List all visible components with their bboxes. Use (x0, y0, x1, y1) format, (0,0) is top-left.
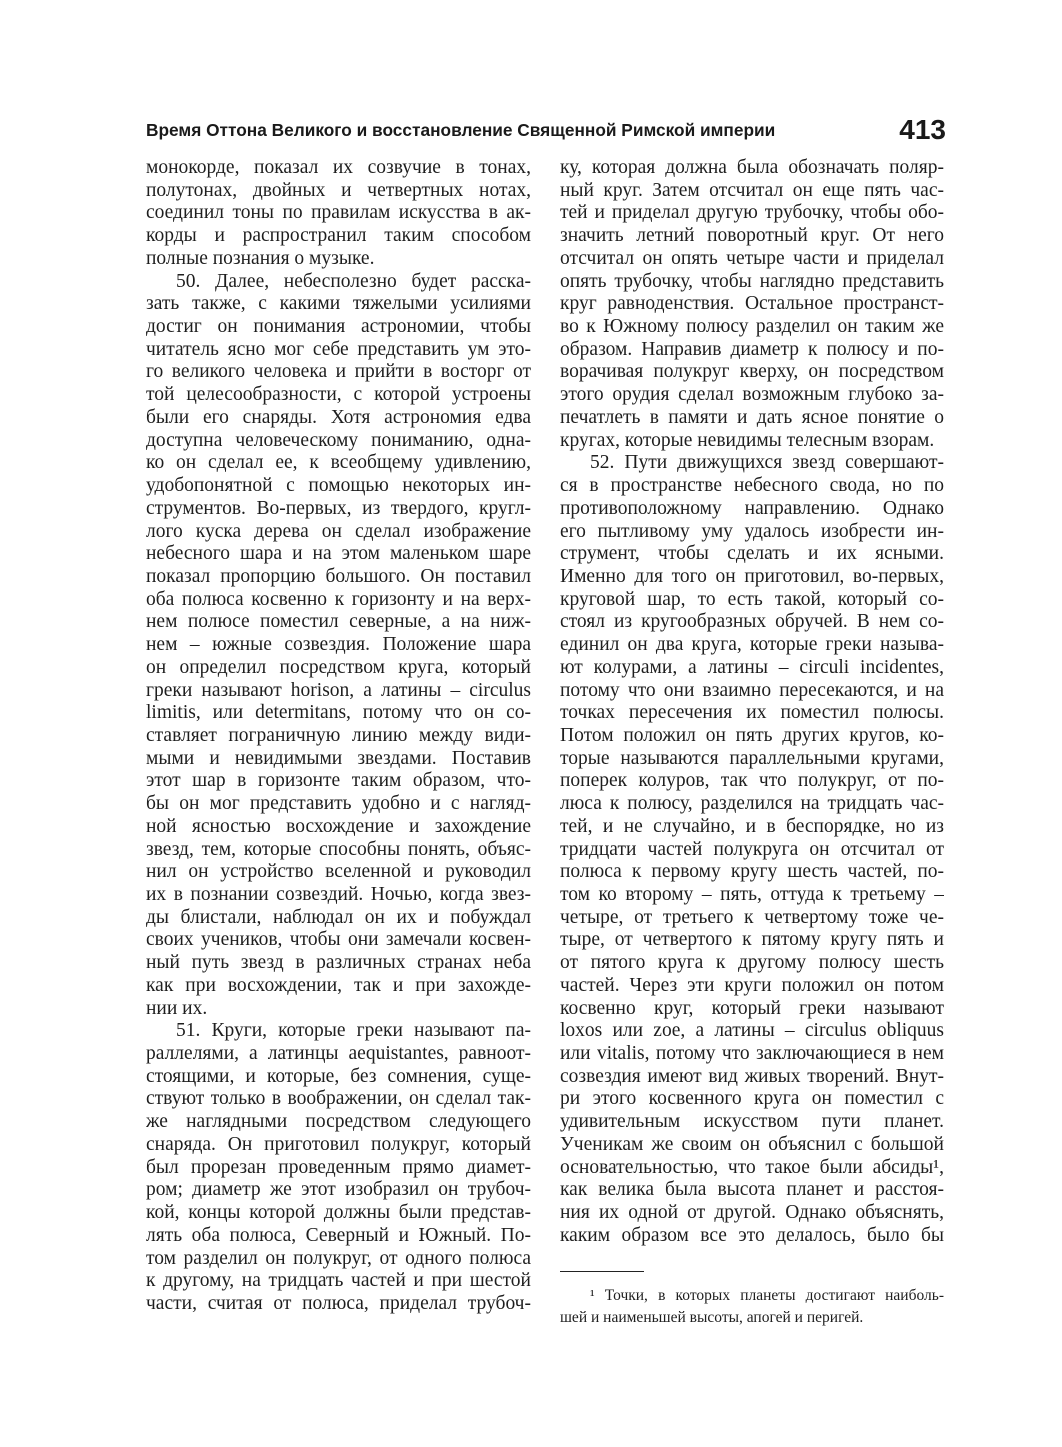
text-line: круговой шар, то есть такой, который со- (560, 588, 944, 610)
text-line: нии их. (146, 997, 208, 1019)
text-line: полутонах, двойных и четвертных нотах, (146, 179, 531, 201)
text-line: тыре, от четвертого к пятому кругу пять и (560, 929, 944, 951)
text-line: этот шар в горизонте таким образом, что- (146, 770, 531, 792)
text-line: полюса к первому кругу шесть частей, по- (560, 861, 944, 883)
text-line: ют колурами, а латины – circuli incidentes, (560, 656, 944, 678)
text-line: удивительным искусством пути планет. (560, 1111, 944, 1133)
text-line: как при восхождении, так и при захожде- (146, 974, 531, 996)
text-line: во к Южному полюсу разделил он таким же (560, 316, 944, 338)
text-line: кой, концы которой должны были представ- (146, 1202, 531, 1224)
right-text-column (560, 157, 944, 1248)
text-line: нил он устройство вселенной и руководил (146, 861, 531, 883)
text-line: бы он мог представить удобно и с нагляд- (146, 793, 531, 815)
text-line: тридцати частей полукруга он отсчитал от (560, 838, 944, 860)
text-line: стоящими, и которые, без сомнения, суще- (146, 1065, 531, 1087)
text-line: монокорде, показал их созвучие в тонах, (146, 157, 531, 178)
text-line: косвенно круг, который греки называют (560, 997, 944, 1019)
paragraph-52-start: 52. Пути движущихся звезд совершают- (590, 452, 944, 474)
text-line: ствуют только в воображении, он сделал так- (146, 1088, 531, 1110)
text-line: limitis, или determitans, потому что он со- (146, 702, 531, 724)
text-line: отсчитал он опять четыре части и приделал (560, 247, 944, 269)
text-line: единил он два круга, которые греки называ- (560, 634, 944, 656)
text-line: тей и приделал другую трубочку, чтобы обо- (560, 202, 944, 224)
footnote-line: ¹ Точки, в которых планеты достигают наиболь- (590, 1287, 944, 1304)
text-line: раллелями, а латинцы aequistantes, равноот- (146, 1043, 531, 1065)
text-line: ку, которая должна была обозначать поляр- (560, 157, 944, 178)
text-line: круг равноденствия. Остальное пространст- (560, 293, 944, 315)
paragraph-50-start: 50. Далее, небесполезно будет расска- (176, 270, 531, 292)
text-line: той целесообразности, с которой устроены (146, 384, 531, 406)
text-line: Потом положил он пять других кругов, ко- (560, 724, 944, 746)
text-line: ный круг. Затем отсчитал он еще пять час- (560, 179, 944, 201)
text-line: каким образом все это делалось, было бы (560, 1224, 944, 1246)
text-line: го великого человека и прийти в восторг от (146, 361, 531, 383)
text-line: полные познания о музыке. (146, 247, 375, 269)
text-line: корды и распространил таким способом (146, 225, 531, 247)
text-line: созвездия имеют вид живых творений. Внут- (560, 1065, 944, 1087)
text-line: был прорезан проведенным прямо диамет- (146, 1156, 531, 1178)
text-line: противоположному направлению. Однако (560, 497, 944, 519)
text-line: тей, и не случайно, и в беспорядке, но из (560, 815, 944, 837)
footnote (560, 1285, 944, 1329)
text-line: достиг он понимания астрономии, чтобы (146, 316, 531, 338)
footnote-line: шей и наименьшей высоты, апогей и перигей. (560, 1309, 864, 1326)
text-line: нем полюсе поместил северные, а на ниж- (146, 611, 531, 633)
text-line: печатлеть в памяти и дать ясное понятие о (560, 406, 944, 428)
text-line: стоял из кругообразных обручей. В нем со- (560, 611, 944, 633)
text-line: снаряда. Он приготовил полукруг, который (146, 1133, 531, 1155)
text-line: Ученикам же своим он объяснил с большой (560, 1133, 944, 1155)
text-line: этого орудия сделал возможным глубоко за- (560, 384, 944, 406)
text-line: люса к полюсу, разделился на тридцать час- (560, 793, 944, 815)
text-line: ный путь звезд в различных странах неба (146, 952, 531, 974)
text-line: Именно для того он приготовил, во-первых, (560, 565, 944, 587)
text-line: ся в пространстве небесного свода, но по (560, 475, 944, 497)
text-line: он определил посредством круга, который (146, 656, 531, 678)
text-line: струментов. Во-первых, из твердого, кругл- (146, 497, 531, 519)
text-line: читатель ясно мог себе представить ум это- (146, 338, 531, 360)
text-line: точках пересечения их поместил полюсы. (560, 702, 944, 724)
text-line: от пятого круга к другому полюсу шесть (560, 952, 944, 974)
text-line: к другому, на тридцать частей и при шестой (146, 1270, 531, 1292)
text-line: зать также, с какими тяжелыми усилиями (146, 293, 531, 315)
paragraph-51-start: 51. Круги, которые греки называют па- (176, 1020, 531, 1042)
text-line: мыми и невидимыми звездами. Поставив (146, 747, 531, 769)
text-line: loxos или zoe, а латины – circulus obliquus (560, 1020, 944, 1042)
text-line: том ко второму – пять, оттуда к третьему – (560, 884, 944, 905)
text-line: поперек колуров, так что полукруг, от по- (560, 770, 944, 792)
text-line: соединил тоны по правилам искусства в ак- (146, 202, 531, 224)
text-line: были его снаряды. Хотя астрономия едва (146, 406, 531, 428)
text-line: небесного шара и на этом маленьком шаре (146, 543, 531, 565)
text-line: лого куска дерева он сделал изображение (146, 520, 531, 542)
text-line: ри этого косвенного круга он поместил с (560, 1088, 944, 1110)
text-line: или vitalis, потому что заключающиеся в нем (560, 1043, 944, 1065)
text-line: значить летний поворотный круг. От него (560, 225, 944, 247)
text-line: удобопонятной с помощью некоторых ин- (146, 475, 531, 497)
text-line: нем – южные созвездия. Положение шара (146, 634, 531, 656)
text-line: звезд, тем, которые способны понять, объяс- (146, 838, 531, 860)
text-line: образом. Направив диаметр к полюсу и по- (560, 338, 944, 360)
running-header (146, 116, 946, 148)
text-line: как велика была высота планет и расстоя- (560, 1179, 944, 1201)
footnote-separator (560, 1271, 644, 1272)
text-line: своих учеников, чтобы они замечали косвен- (146, 929, 531, 951)
text-line: части, считая от полюса, приделал трубоч- (146, 1292, 531, 1314)
text-line: том разделил он полукруг, от одного полюса (146, 1247, 531, 1269)
text-line: ной ясностью восхождение и захождение (146, 815, 531, 837)
text-line: лять оба полюса, Северный и Южный. По- (146, 1224, 531, 1246)
text-line: его пытливому уму удалось изобрести ин- (560, 520, 944, 542)
text-line: струмент, чтобы сделать и их ясными. (560, 543, 944, 565)
text-line: частей. Через эти круги положил он потом (560, 974, 944, 996)
text-line: ко он сделал ее, к всеобщему удивлению, (146, 452, 531, 474)
text-line: показал пропорцию большого. Он поставил (146, 565, 531, 587)
text-line: доступна человеческому пониманию, одна- (146, 429, 531, 451)
text-line: же наглядными посредством следующего (146, 1111, 531, 1133)
text-line: опять трубочку, чтобы наглядно представить (560, 270, 944, 292)
text-line: ставляет пограничную линию между види- (146, 724, 531, 746)
text-line: ды блистали, наблюдал он их и побуждал (146, 906, 531, 928)
text-line: кругах, которые невидимы телесным взорам. (560, 429, 935, 451)
left-text-column (146, 157, 531, 1316)
text-line: ния их одной от другой. Однако объяснять, (560, 1202, 944, 1224)
text-line: оба полюса косвенно к горизонту и на верх- (146, 588, 531, 610)
text-line: четыре, от третьего к четвертому тоже че- (560, 906, 944, 928)
running-title: Время Оттона Великого и восстановление Священной Римской империи (146, 120, 776, 140)
text-line: потому что они взаимно пересекаются, и на (560, 679, 944, 701)
text-line: основательностью, что такое были абсиды¹, (560, 1156, 944, 1178)
text-line: торые называются параллельными кругами, (560, 747, 944, 769)
text-line: их в познании созвездий. Ночью, когда звез- (146, 884, 531, 905)
text-line: ворачивая полукруг кверху, он посредством (560, 361, 944, 383)
text-line: греки называют horison, а латины – circulus (146, 679, 531, 701)
text-line: ром; диаметр же этот изобразил он трубоч- (146, 1179, 531, 1201)
page-number: 413 (899, 114, 946, 145)
